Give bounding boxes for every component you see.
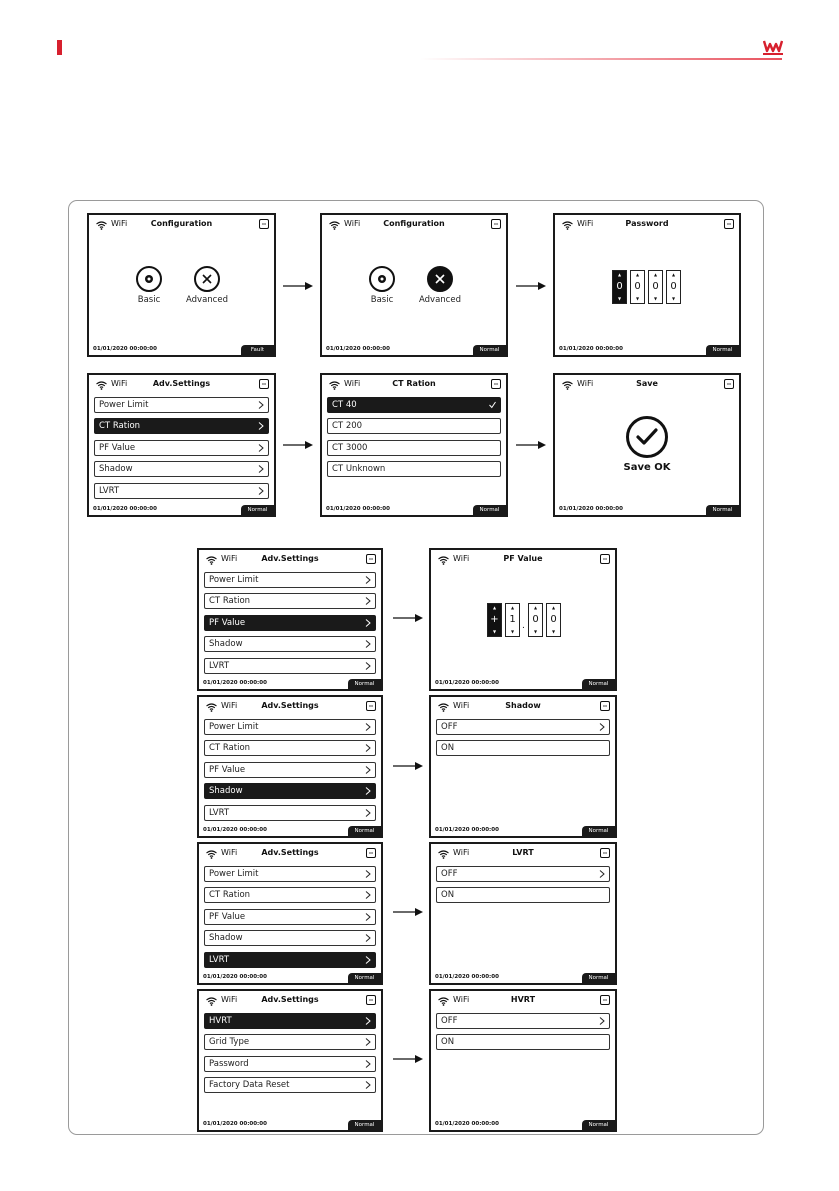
basic-label: Basic — [370, 295, 394, 305]
status-badge: Normal — [348, 973, 381, 983]
screen-title: LVRT — [512, 848, 534, 857]
menu-item-lvrt[interactable]: LVRT — [204, 658, 376, 674]
status-badge: Fault — [241, 345, 274, 355]
save-message: Save OK — [623, 462, 671, 473]
chevron-right-icon — [364, 576, 371, 584]
datetime: 01/01/2020 00:00:00 — [559, 346, 623, 352]
screen-title: PF Value — [503, 554, 543, 563]
status-badge: Normal — [582, 1120, 615, 1130]
chevron-right-icon — [364, 787, 371, 795]
status-badge: Normal — [582, 973, 615, 983]
screen-title: Configuration — [150, 219, 213, 228]
settings-icon[interactable]: ⚏ — [724, 379, 734, 389]
menu-item-power-limit[interactable]: Power Limit — [204, 866, 376, 882]
flow-arrow — [516, 282, 546, 290]
screen-save — [553, 373, 741, 517]
flow-arrow — [393, 614, 423, 622]
menu-item-password[interactable]: Password — [204, 1056, 376, 1072]
flow-arrow — [393, 908, 423, 916]
settings-icon[interactable]: ⚏ — [366, 995, 376, 1005]
menu-item-lvrt[interactable]: LVRT — [204, 805, 376, 821]
chevron-right-icon — [364, 1081, 371, 1089]
chevron-right-icon — [364, 1060, 371, 1068]
menu-item-ct-ration[interactable]: CT Ration — [204, 593, 376, 609]
settings-icon[interactable]: ⚏ — [259, 379, 269, 389]
chevron-right-icon — [598, 870, 605, 878]
chevron-right-icon — [257, 422, 264, 430]
menu-item-lvrt[interactable]: LVRT — [204, 952, 376, 968]
menu-item-ct-ration[interactable]: CT Ration — [94, 418, 269, 434]
wifi-label: WiFi — [453, 995, 470, 1004]
datetime: 01/01/2020 00:00:00 — [559, 506, 623, 512]
chevron-right-icon — [364, 619, 371, 627]
wifi-label: WiFi — [453, 701, 470, 710]
tools-icon — [201, 273, 213, 285]
option-off[interactable]: OFF — [436, 1013, 610, 1029]
password-digit[interactable]: ▲ 0 ▼ — [648, 270, 663, 304]
screen-title: Shadow — [505, 701, 541, 710]
screen-pf-value — [429, 548, 617, 691]
screen-title: HVRT — [510, 995, 536, 1004]
flow-arrow — [393, 762, 423, 770]
status-badge: Normal — [582, 679, 615, 689]
basic-button[interactable] — [369, 266, 395, 292]
settings-icon[interactable]: ⚏ — [600, 995, 610, 1005]
menu-item-power-limit[interactable]: Power Limit — [204, 572, 376, 588]
chevron-right-icon — [257, 444, 264, 452]
status-badge: Normal — [348, 826, 381, 836]
menu-item-pf-value[interactable]: PF Value — [204, 762, 376, 778]
datetime: 01/01/2020 00:00:00 — [93, 346, 157, 352]
status-badge: Normal — [473, 345, 506, 355]
check-circle-icon — [626, 416, 668, 458]
datetime: 01/01/2020 00:00:00 — [435, 680, 499, 686]
status-badge: Normal — [348, 1120, 381, 1130]
chevron-right-icon — [257, 487, 264, 495]
settings-icon[interactable]: ⚏ — [366, 554, 376, 564]
screen-configuration-normal — [320, 213, 508, 357]
screen-hvrt — [429, 989, 617, 1132]
screen-title: Configuration — [383, 219, 445, 228]
datetime: 01/01/2020 00:00:00 — [326, 506, 390, 512]
advanced-label: Advanced — [186, 295, 228, 305]
menu-item-shadow[interactable]: Shadow — [204, 636, 376, 652]
header-rule — [420, 58, 782, 60]
option-on[interactable]: ON — [436, 887, 610, 903]
menu-item-pf-value[interactable]: PF Value — [204, 615, 376, 631]
password-digit[interactable]: ▲ 0 ▼ — [612, 270, 627, 304]
menu-item-pf-value[interactable]: PF Value — [94, 440, 269, 456]
settings-icon[interactable]: ⚏ — [600, 554, 610, 564]
option-on[interactable]: ON — [436, 1034, 610, 1050]
menu-item-power-limit[interactable]: Power Limit — [204, 719, 376, 735]
wifi-label: WiFi — [453, 554, 470, 563]
option-off[interactable]: OFF — [436, 866, 610, 882]
settings-icon[interactable]: ⚏ — [366, 701, 376, 711]
chevron-right-icon — [364, 662, 371, 670]
pf-digit[interactable]: ▲ 0 ▼ — [528, 603, 543, 637]
menu-item-ct-ration[interactable]: CT Ration — [204, 887, 376, 903]
datetime: 01/01/2020 00:00:00 — [203, 680, 267, 686]
menu-item-shadow[interactable]: Shadow — [204, 930, 376, 946]
wifi-label: WiFi — [221, 701, 238, 710]
advanced-button[interactable] — [194, 266, 220, 292]
option-off[interactable]: OFF — [436, 719, 610, 735]
ct-option[interactable]: CT 200 — [327, 418, 501, 434]
option-on[interactable]: ON — [436, 740, 610, 756]
datetime: 01/01/2020 00:00:00 — [435, 827, 499, 833]
settings-icon[interactable]: ⚏ — [259, 219, 269, 229]
menu-item-hvrt[interactable]: HVRT — [204, 1013, 376, 1029]
screen-shadow — [429, 695, 617, 838]
settings-icon[interactable]: ⚏ — [491, 379, 501, 389]
screen-title: Adv.Settings — [152, 379, 211, 388]
datetime: 01/01/2020 00:00:00 — [203, 827, 267, 833]
chevron-right-icon — [364, 766, 371, 774]
advanced-label: Advanced — [419, 295, 461, 305]
screen-ct-ration — [320, 373, 508, 517]
screen-title: Adv.Settings — [261, 995, 319, 1004]
chevron-right-icon — [257, 401, 264, 409]
chevron-right-icon — [364, 640, 371, 648]
datetime: 01/01/2020 00:00:00 — [203, 974, 267, 980]
screen-password — [553, 213, 741, 357]
flow-arrow — [283, 282, 313, 290]
status-badge: Normal — [706, 345, 739, 355]
settings-icon[interactable]: ⚏ — [600, 701, 610, 711]
datetime: 01/01/2020 00:00:00 — [435, 1121, 499, 1127]
settings-icon[interactable]: ⚏ — [366, 848, 376, 858]
tools-icon — [434, 273, 446, 285]
menu-item-pf-value[interactable]: PF Value — [204, 909, 376, 925]
wifi-label: WiFi — [221, 848, 238, 857]
menu-item-lvrt[interactable]: LVRT — [94, 483, 269, 499]
chevron-right-icon — [364, 1017, 371, 1025]
chevron-right-icon — [364, 870, 371, 878]
screen-lvrt — [429, 842, 617, 985]
menu-item-shadow[interactable]: Shadow — [94, 461, 269, 477]
datetime: 01/01/2020 00:00:00 — [435, 974, 499, 980]
basic-button[interactable] — [136, 266, 162, 292]
chevron-right-icon — [364, 891, 371, 899]
screen-title: Adv.Settings — [261, 701, 319, 710]
chevron-right-icon — [598, 1017, 605, 1025]
datetime: 01/01/2020 00:00:00 — [203, 1121, 267, 1127]
flow-arrow — [393, 1055, 423, 1063]
screen-adv-settings — [197, 548, 383, 691]
settings-icon[interactable]: ⚏ — [600, 848, 610, 858]
advanced-button[interactable] — [427, 266, 453, 292]
chevron-right-icon — [364, 956, 371, 964]
settings-icon[interactable]: ⚏ — [491, 219, 501, 229]
chevron-right-icon — [364, 1038, 371, 1046]
menu-item-ct-ration[interactable]: CT Ration — [204, 740, 376, 756]
wifi-label: WiFi — [221, 554, 238, 563]
menu-item-grid-type[interactable]: Grid Type — [204, 1034, 376, 1050]
settings-icon[interactable]: ⚏ — [724, 219, 734, 229]
datetime: 01/01/2020 00:00:00 — [326, 346, 390, 352]
wifi-label: WiFi — [344, 219, 361, 228]
datetime: 01/01/2020 00:00:00 — [93, 506, 157, 512]
header-accent-bar — [57, 40, 62, 55]
chevron-right-icon — [364, 723, 371, 731]
screen-adv-settings — [197, 842, 383, 985]
ct-option[interactable]: CT Unknown — [327, 461, 501, 477]
chevron-right-icon — [364, 597, 371, 605]
ct-option[interactable]: CT 40 — [327, 397, 501, 413]
status-badge: Normal — [582, 826, 615, 836]
menu-item-factory-reset[interactable]: Factory Data Reset — [204, 1077, 376, 1093]
pf-digit[interactable]: ▲ 0 ▼ — [546, 603, 561, 637]
pf-sign-digit[interactable]: ▲ + ▼ — [487, 603, 502, 637]
menu-item-shadow[interactable]: Shadow — [204, 783, 376, 799]
chevron-right-icon — [364, 934, 371, 942]
wifi-label: WiFi — [111, 379, 128, 388]
wifi-label: WiFi — [577, 219, 594, 228]
screen-title: Save — [636, 379, 658, 388]
screen-adv-settings — [87, 373, 276, 517]
screen-title: Adv.Settings — [261, 554, 319, 563]
ct-option[interactable]: CT 3000 — [327, 440, 501, 456]
gear-icon — [143, 273, 155, 285]
chevron-right-icon — [364, 809, 371, 817]
chevron-right-icon — [257, 465, 264, 473]
wifi-label: WiFi — [344, 379, 361, 388]
flow-arrow — [283, 441, 313, 449]
brand-logo-icon — [763, 39, 783, 55]
screen-adv-settings — [197, 989, 383, 1132]
wifi-label: WiFi — [577, 379, 594, 388]
status-badge: Normal — [706, 505, 739, 515]
chevron-right-icon — [598, 723, 605, 731]
screen-title: CT Ration — [392, 379, 436, 388]
pf-decimal-point: . — [522, 621, 525, 631]
screen-adv-settings — [197, 695, 383, 838]
password-digit[interactable]: ▲ 0 ▼ — [666, 270, 681, 304]
chevron-right-icon — [364, 744, 371, 752]
status-badge: Normal — [241, 505, 274, 515]
menu-item-power-limit[interactable]: Power Limit — [94, 397, 269, 413]
screen-title: Adv.Settings — [261, 848, 319, 857]
password-digit[interactable]: ▲ 0 ▼ — [630, 270, 645, 304]
pf-digit[interactable]: ▲ 1 ▼ — [505, 603, 520, 637]
status-badge: Normal — [473, 505, 506, 515]
flow-arrow — [516, 441, 546, 449]
check-icon — [489, 401, 496, 409]
wifi-label: WiFi — [453, 848, 470, 857]
basic-label: Basic — [137, 295, 161, 305]
gear-icon — [376, 273, 388, 285]
chevron-right-icon — [364, 913, 371, 921]
wifi-label: WiFi — [221, 995, 238, 1004]
status-badge: Normal — [348, 679, 381, 689]
screen-configuration-fault — [87, 213, 276, 357]
screen-title: Password — [625, 219, 669, 228]
wifi-label: WiFi — [111, 219, 128, 228]
